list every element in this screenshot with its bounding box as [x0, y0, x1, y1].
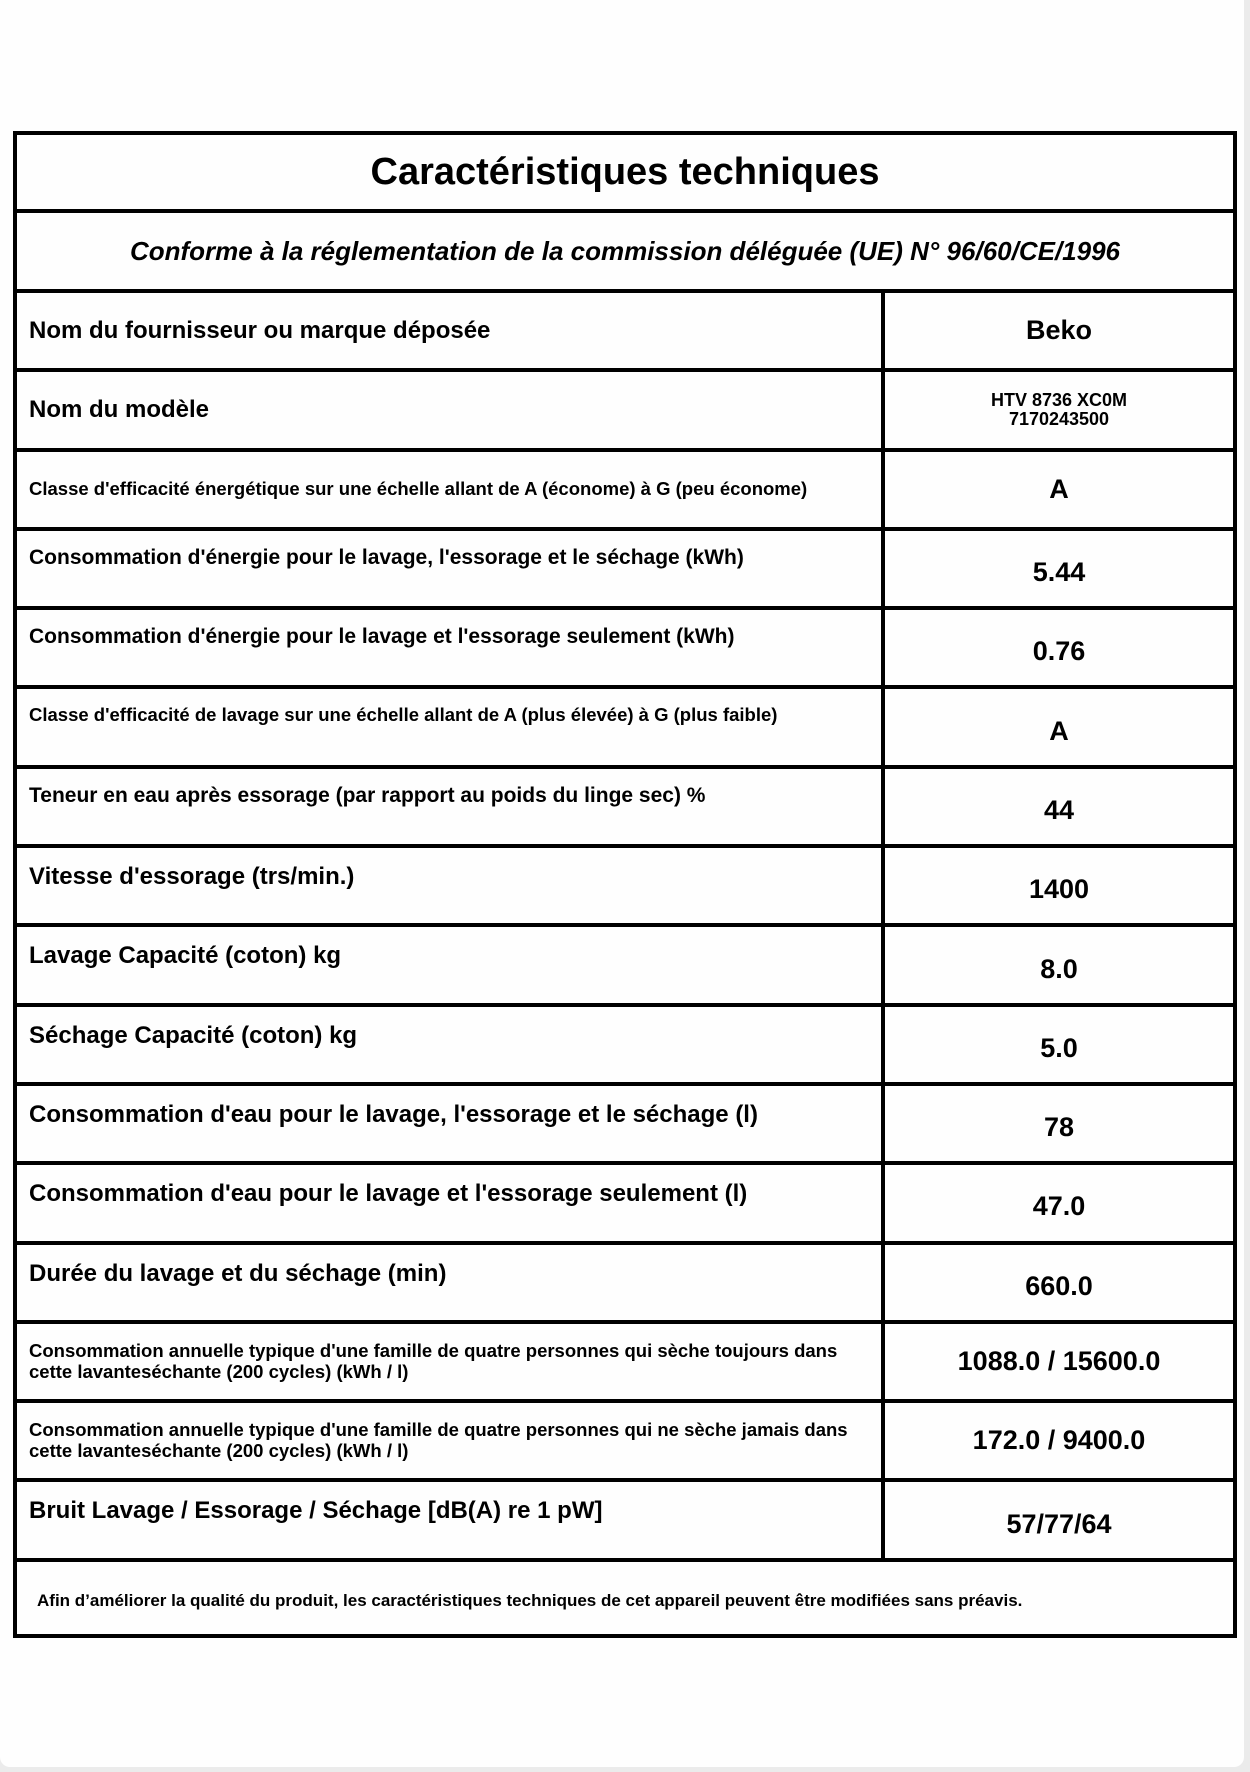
- row-value: 44: [1043, 794, 1075, 825]
- row-value: [885, 372, 1233, 447]
- row-water-content: [17, 769, 1233, 848]
- row-annual-never-dry: [17, 1403, 1233, 1482]
- row-wash-class: [17, 689, 1233, 768]
- model-number: 7170243500: [1008, 408, 1110, 429]
- row-value: 57/77/64: [1006, 1508, 1112, 1539]
- row-value: 0.76: [1032, 636, 1086, 667]
- row-label: Consommation d'eau pour le lavage, l'essorage et le séchage (l): [17, 1086, 885, 1161]
- row-label: Vitesse d'essorage (trs/min.): [17, 848, 885, 923]
- row-wash-capacity: [17, 927, 1233, 1006]
- row-water-wash-spin: [17, 1165, 1233, 1244]
- row-value: 47.0: [1032, 1191, 1086, 1222]
- row-label: Consommation annuelle typique d'une famille de quatre personnes qui ne sèche jamais dans cette lavanteséchante (200 cycles) (kWh / l): [17, 1403, 885, 1478]
- row-value: 78: [1043, 1112, 1075, 1143]
- row-spin-speed: [17, 848, 1233, 927]
- row-energy-class: [17, 452, 1233, 531]
- row-label: Lavage Capacité (coton) kg: [17, 927, 885, 1002]
- row-label: Séchage Capacité (coton) kg: [17, 1007, 885, 1082]
- row-energy-wash-spin-dry: [17, 531, 1233, 610]
- regulation-subtitle: Conforme à la réglementation de la commission déléguée (UE) N° 96/60/CE/1996: [17, 213, 1233, 293]
- row-label: Consommation d'eau pour le lavage et l'essorage seulement (l): [17, 1165, 885, 1240]
- row-value: 172.0 / 9400.0: [972, 1425, 1146, 1456]
- row-label: Durée du lavage et du séchage (min): [17, 1245, 885, 1320]
- row-model: [17, 372, 1233, 451]
- row-value: Beko: [1025, 315, 1093, 346]
- page-title: Caractéristiques techniques: [17, 135, 1233, 213]
- row-value: A: [1049, 715, 1069, 746]
- row-energy-wash-spin: [17, 610, 1233, 689]
- row-value: 5.44: [1032, 557, 1086, 588]
- row-duration: [17, 1245, 1233, 1324]
- row-label: Classe d'efficacité de lavage sur une échelle allant de A (plus élevée) à G (plus faible): [17, 689, 885, 764]
- row-supplier: [17, 293, 1233, 372]
- row-value: 1400: [1028, 874, 1090, 905]
- row-label: Classe d'efficacité énergétique sur une échelle allant de A (économe) à G (peu économe): [17, 452, 885, 527]
- row-noise: [17, 1482, 1233, 1561]
- row-label: Nom du modèle: [17, 372, 885, 447]
- row-label: Bruit Lavage / Essorage / Séchage [dB(A) re 1 pW]: [17, 1482, 885, 1557]
- row-value: 660.0: [1025, 1270, 1093, 1301]
- row-label: Teneur en eau après essorage (par rapport au poids du linge sec) %: [17, 769, 885, 844]
- spec-rows: [17, 293, 1233, 1562]
- row-annual-always-dry: [17, 1324, 1233, 1403]
- spec-table: [13, 131, 1237, 1638]
- disclaimer-footer: Afin d’améliorer la qualité du produit, les caractéristiques techniques de cet appareil peuvent être modifiées sans préavis.: [37, 1591, 1023, 1610]
- row-dry-capacity: [17, 1007, 1233, 1086]
- row-value: 5.0: [1040, 1032, 1078, 1063]
- row-label: Nom du fournisseur ou marque déposée: [17, 293, 885, 368]
- row-water-wash-spin-dry: [17, 1086, 1233, 1165]
- model-name: HTV 8736 XC0M: [990, 390, 1128, 411]
- row-value: 1088.0 / 15600.0: [957, 1346, 1161, 1376]
- row-label: Consommation d'énergie pour le lavage, l'essorage et le séchage (kWh): [17, 531, 885, 606]
- row-value: A: [1049, 473, 1069, 504]
- row-label: Consommation annuelle typique d'une famille de quatre personnes qui sèche toujours dans cette lavanteséchante (200 cycles) (kWh / l): [17, 1324, 885, 1399]
- row-label: Consommation d'énergie pour le lavage et l'essorage seulement (kWh): [17, 610, 885, 685]
- row-value: 8.0: [1040, 953, 1078, 984]
